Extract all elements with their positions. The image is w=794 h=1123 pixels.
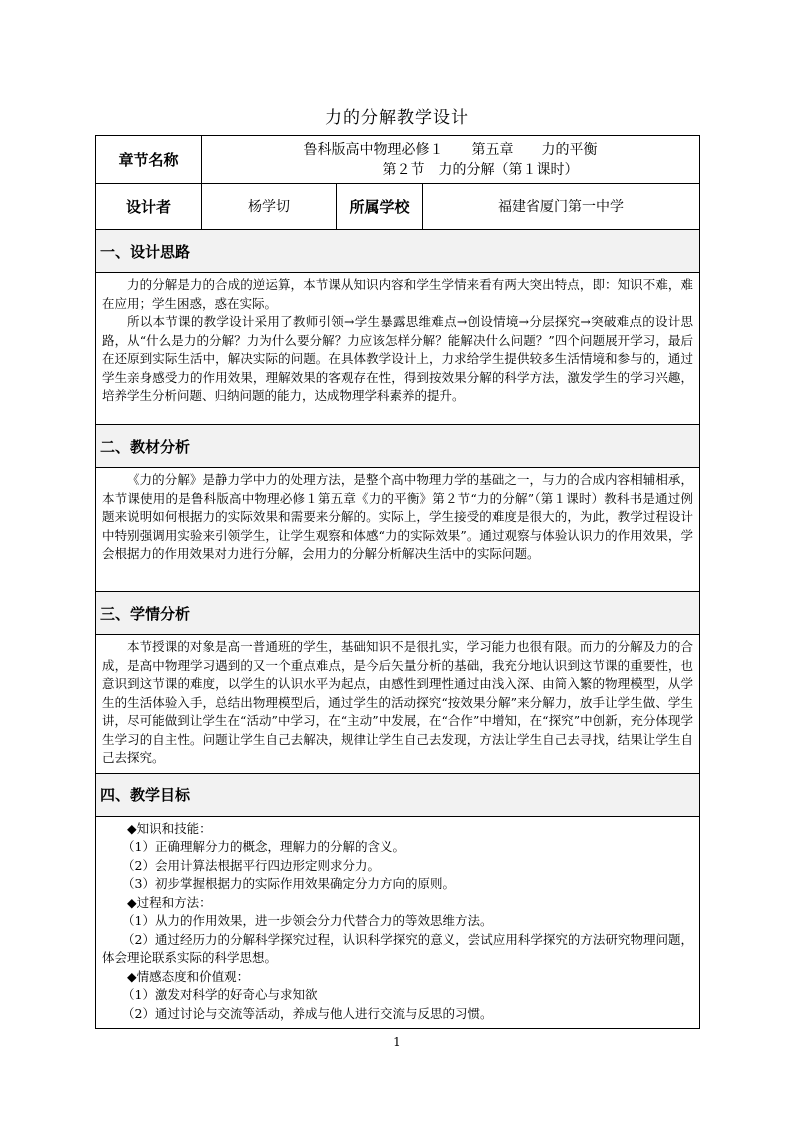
- chapter-row: [96, 136, 700, 184]
- list-item: （2）通过经历力的分解科学探究过程，认识科学探究的意义，尝试应用科学探究的方法研究物理问题，体会理论联系实际的科学思想。: [102, 931, 694, 965]
- designer-row: [96, 184, 700, 230]
- school-label: 所属学校: [337, 184, 423, 230]
- section-2-body-row: [96, 468, 700, 592]
- list-item: （1）从力的作用效果，进一步领会分力代替合力的等效思维方法。: [122, 913, 493, 928]
- section-4-header-row: [96, 773, 700, 816]
- school-value: 福建省厦门第一中学: [423, 184, 700, 230]
- paragraph: 本节授课的对象是高一普通班的学生，基础知识不是很扎实，学习能力也很有限。而力的分解及力的合成，是高中物理学习遇到的又一个重点难点，是今后矢量分析的基础，我充分地认识到这节课的重要性，也意识到这节课的难度，以学生的认识水平为起点，由感性到理性通过由浅入深、由简入繁的物理模型，从学生的生活体验入手，总结出物理模型后，通过学生的活动探究“按效果分解”来分解力，放手让学生做、学生讲，尽可能做到让学生在“活动”中学习，在“主动”中发展，在“合作”中增知，在“探究”中创新，充分体现学生学习的自主性。问题让学生自己去解决，规律让学生自己去发现，方法让学生自己去寻找，结果让学生自己去探究。: [102, 639, 694, 765]
- paragraph: 力的分解是力的合成的逆运算，本节课从知识内容和学生学情来看有两大突出特点，即：知识不难，难在应用；学生困惑，惑在实际。: [102, 277, 694, 311]
- section-heading-teaching-goals: 四、教学目标: [96, 773, 700, 816]
- section-body-student-analysis: [96, 635, 700, 774]
- section-2-header-row: [96, 425, 700, 468]
- section-3-header-row: [96, 592, 700, 635]
- chapter-line-2: 第２节 力的分解（第１课时）: [382, 161, 579, 178]
- section-heading-design-idea: 一、设计思路: [96, 230, 700, 273]
- section-body-teaching-goals: [96, 816, 700, 1029]
- paragraph: 所以本节课的教学设计采用了教师引领→学生暴露思维难点→创设情境→分层探究→突破难点的设计思路，从“什么是力的分解？力为什么要分解？力应该怎样分解？能解决什么问题？”四个问题展开学习，最后在还原到实际生活中，解决实际的问题。在具体教学设计上，力求给学生提供较多生活情境和参与的，通过学生亲身感受力的作用效果，理解效果的客观存在性，得到按效果分解的科学方法，激发学生的学习兴趣，培养学生分析问题、归纳问题的能力，达成物理学科素养的提升。: [102, 314, 694, 403]
- section-1-body-row: [96, 273, 700, 425]
- section-heading-textbook-analysis: 二、教材分析: [96, 425, 700, 468]
- list-item: （2）会用计算法根据平行四边形定则求分力。: [122, 857, 380, 873]
- lesson-design-table: [95, 135, 700, 1029]
- process-heading: ◆过程和方法：: [127, 894, 212, 910]
- designer-value: 杨学切: [202, 184, 337, 230]
- page-number: 1: [393, 1035, 401, 1049]
- section-body-design-idea: [96, 273, 700, 425]
- page-title: 力的分解教学设计: [325, 108, 469, 128]
- list-item: （2）通过讨论与交流等活动，养成与他人进行交流与反思的习惯。: [122, 1005, 493, 1021]
- emotion-heading: ◆情感态度和价值观：: [127, 968, 250, 984]
- chapter-label: 章节名称: [96, 136, 202, 184]
- chapter-line-1: 鲁科版高中物理必修１ 第五章 力的平衡: [303, 141, 598, 158]
- list-item: （1）正确理解分力的概念，理解力的分解的含义。: [122, 839, 405, 854]
- section-body-textbook-analysis: [96, 468, 700, 592]
- list-item: （1）激发对科学的好奇心与求知欲: [122, 987, 318, 1002]
- knowledge-heading: ◆知识和技能：: [127, 820, 212, 836]
- list-item: （3）初步掌握根据力的实际作用效果确定分力方向的原则。: [122, 876, 455, 891]
- section-4-body-row: [96, 816, 700, 1029]
- paragraph: 《力的分解》是静力学中力的处理方法，是整个高中物理力学的基础之一，与力的合成内容相辅相承，本节课使用的是鲁科版高中物理必修１第五章《力的平衡》第２节“力的分解”（第１课时）教科书是通过例题来说明如何根据力的实际效果和需要来分解的。实际上，学生接受的难度是很大的，为此，教学过程设计中特别强调用实验来引领学生，让学生观察和体感“力的实际效果”。通过观察与体验认识力的作用效果，学会根据力的作用效果对力进行分解，会用力的分解分析解决生活中的实际问题。: [102, 472, 694, 561]
- section-heading-student-analysis: 三、学情分析: [96, 592, 700, 635]
- designer-label: 设计者: [96, 184, 202, 230]
- section-3-body-row: [96, 635, 700, 774]
- chapter-value: [202, 136, 700, 184]
- section-1-header-row: [96, 230, 700, 273]
